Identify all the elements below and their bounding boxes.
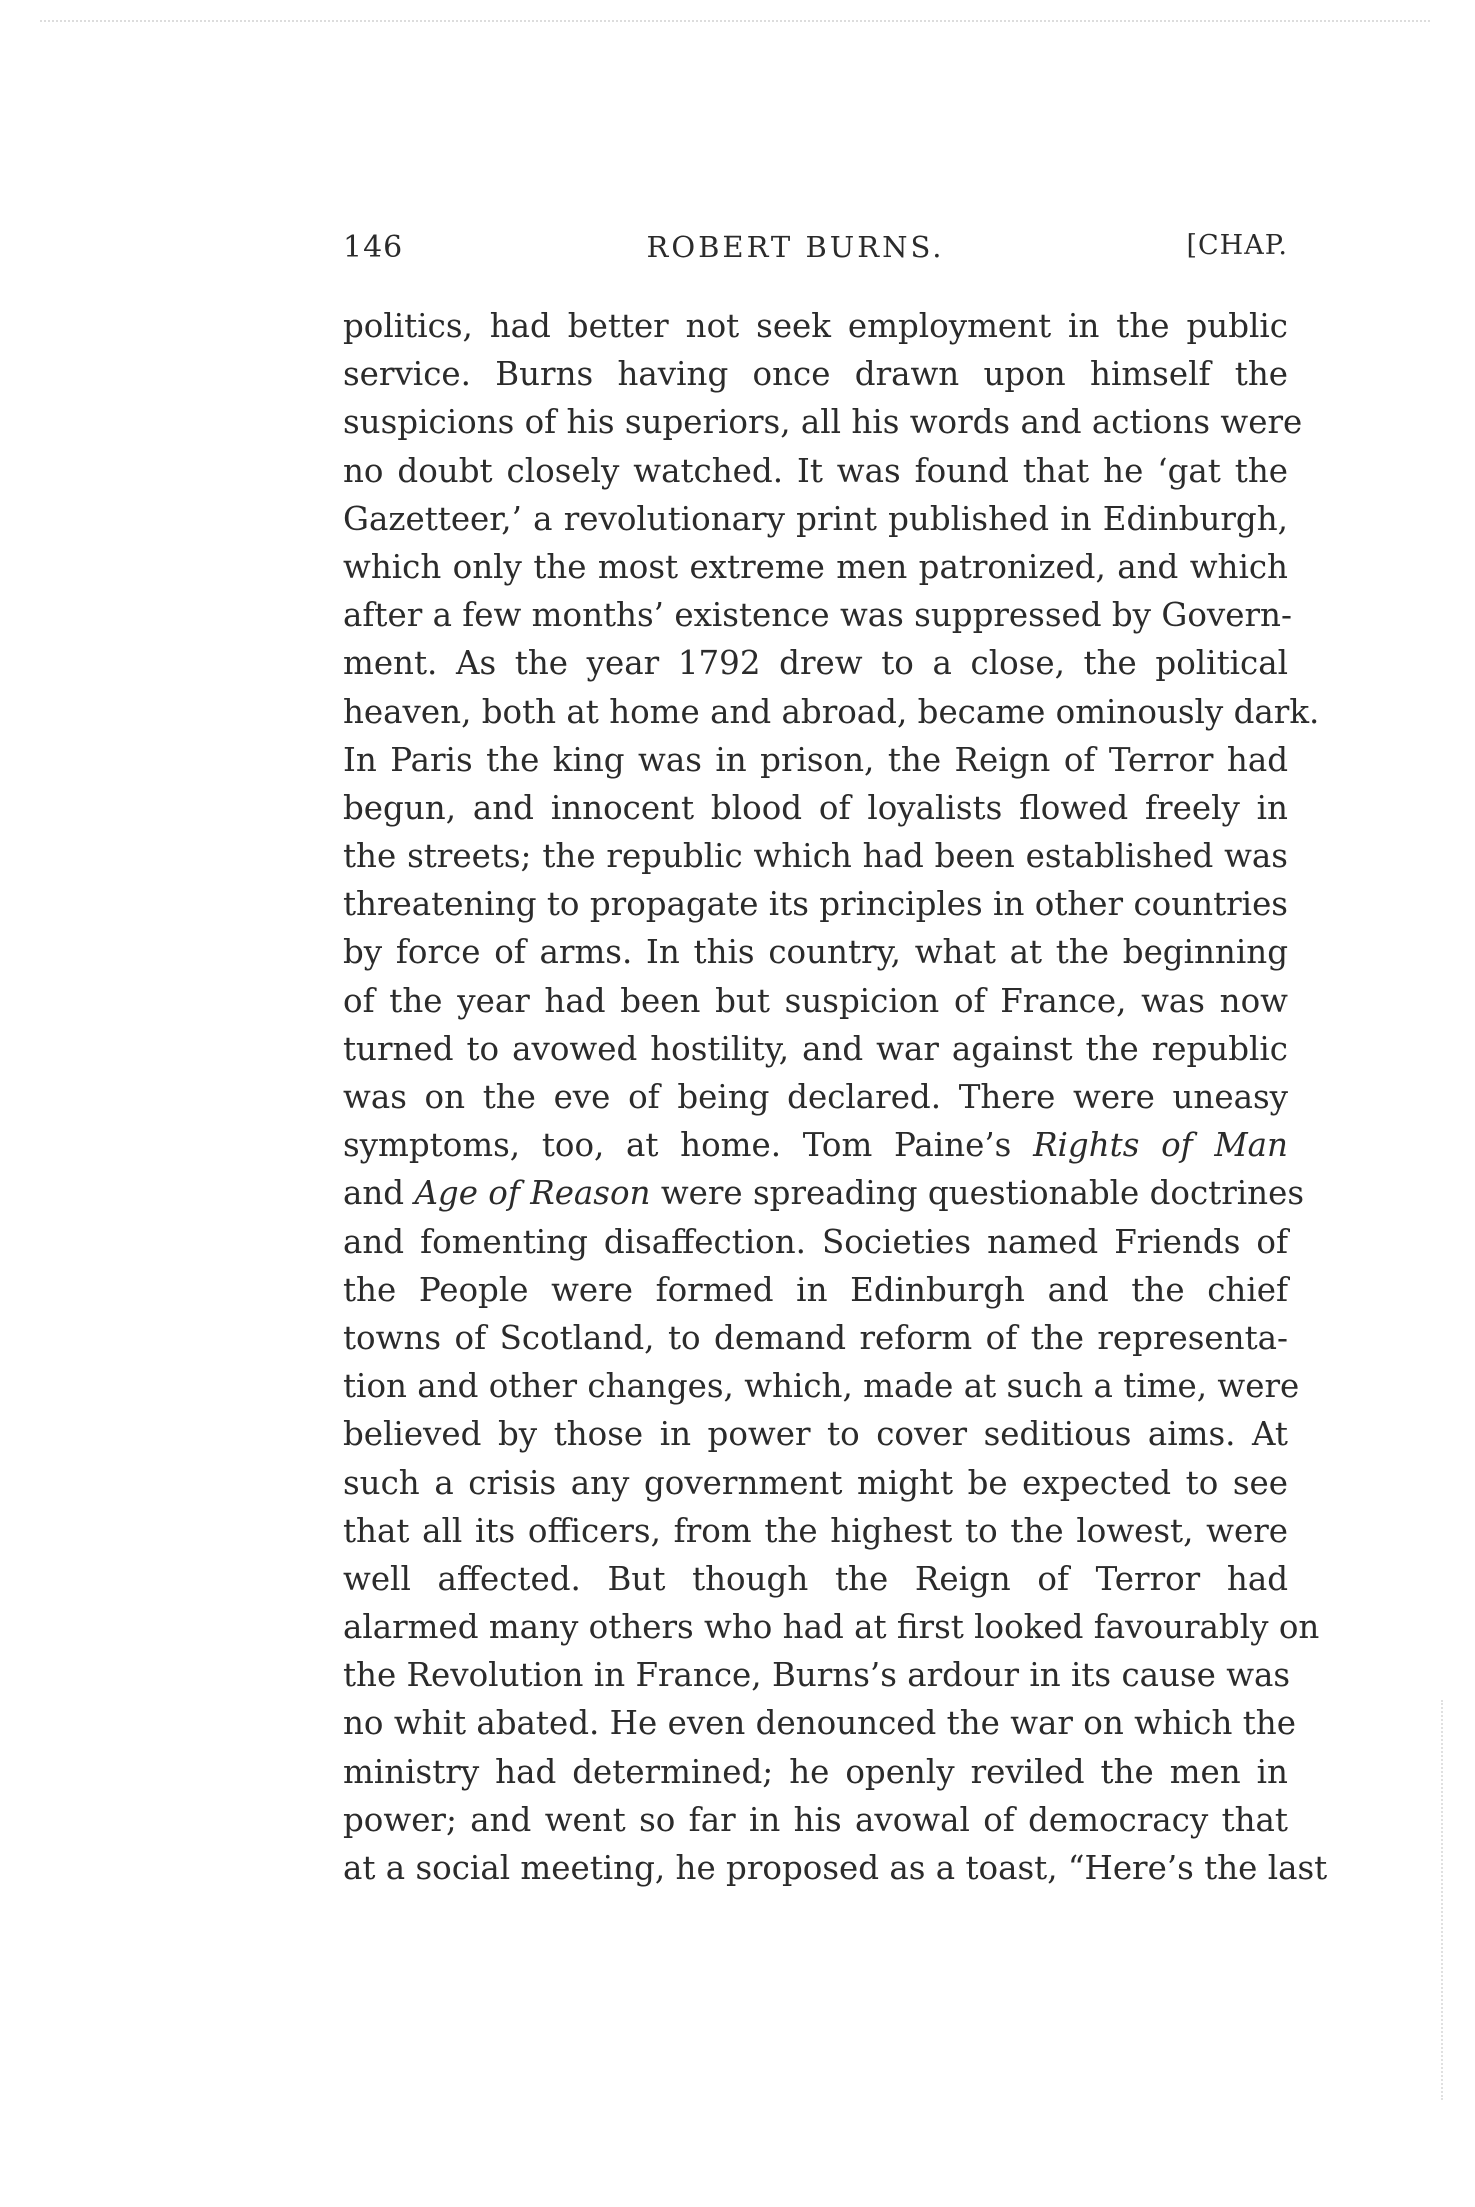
text-line: Gazetteer,’ a revolutionary print published in Edinburgh, [343,499,1288,538]
text-line: no whit abated. He even denounced the war on which the [343,1704,1296,1743]
text-line: politics, had better not seek employment in the public [343,307,1288,345]
text-line: the streets; the republic which had been established was [343,837,1288,876]
text-line: at a social meeting, he proposed as a toast, “Here’s the last [343,1849,1328,1887]
text-line: no doubt closely watched. It was found that he ‘gat the [343,451,1288,490]
text-line: ment. As the year 1792 drew to a close, the political [343,644,1288,683]
scan-edge-speckle [40,20,1430,25]
text-line: of the year had been but suspicion of France, was now [343,981,1288,1020]
italic-title: Rights of Man [1033,1126,1288,1165]
running-title: ROBERT BURNS. [646,230,945,264]
text-line: the Revolution in France, Burns’s ardour in its cause was [343,1656,1291,1695]
text-segment: and [343,1174,415,1213]
text-line: believed by those in power to cover seditious aims. At [343,1415,1288,1454]
text-line: power; and went so far in his avowal of democracy that [343,1800,1288,1839]
text-line: towns of Scotland, to demand reform of the representa- [343,1318,1288,1357]
text-line: such a crisis any government might be expected to see [343,1463,1288,1502]
text-line: In Paris the king was in prison, the Reign of Terror had [343,740,1288,779]
text-line: threatening to propagate its principles in other countries [343,885,1288,924]
text-line: suspicions of his superiors, all his words and actions were [343,403,1303,442]
text-segment: were spreading questionable doctrines [650,1174,1305,1213]
italic-title: Age of Reason [414,1174,651,1213]
text-line: heaven, both at home and abroad, became ominously dark. [343,692,1320,731]
margin-speckle [1441,1700,1445,2100]
page-number: 146 [343,230,404,265]
text-line: which only the most extreme men patronized, and which [343,547,1288,586]
text-segment: symptoms, too, at home. Tom Paine’s [343,1126,1034,1165]
text-line: begun, and innocent blood of loyalists flowed freely in [343,788,1288,827]
text-line: was on the eve of being declared. There were uneasy [343,1078,1288,1116]
text-line: tion and other changes, which, made at such a time, were [343,1367,1300,1406]
text-line: that all its officers, from the highest to the lowest, were [343,1511,1288,1550]
text-line: service. Burns having once drawn upon himself the [343,355,1288,394]
text-line: alarmed many others who had at first looked favourably on [343,1608,1320,1647]
text-line [343,1169,1305,1217]
text-line: well affected. But though the Reign of Terror had [343,1559,1288,1598]
text-line: turned to avowed hostility, and war against the republic [343,1029,1288,1068]
page-header [343,230,1288,278]
text-line: ministry had determined; he openly reviled the men in [343,1752,1288,1791]
chapter-marker: [CHAP. [1186,230,1288,261]
text-line [343,1121,1288,1169]
text-line: after a few months’ existence was suppressed by Govern- [343,596,1292,635]
body-text [343,302,1328,1892]
text-line: by force of arms. In this country, what at the beginning [343,933,1288,972]
text-line: and fomenting disaffection. Societies named Friends of [343,1222,1288,1261]
text-line: the People were formed in Edinburgh and the chief [343,1270,1288,1309]
